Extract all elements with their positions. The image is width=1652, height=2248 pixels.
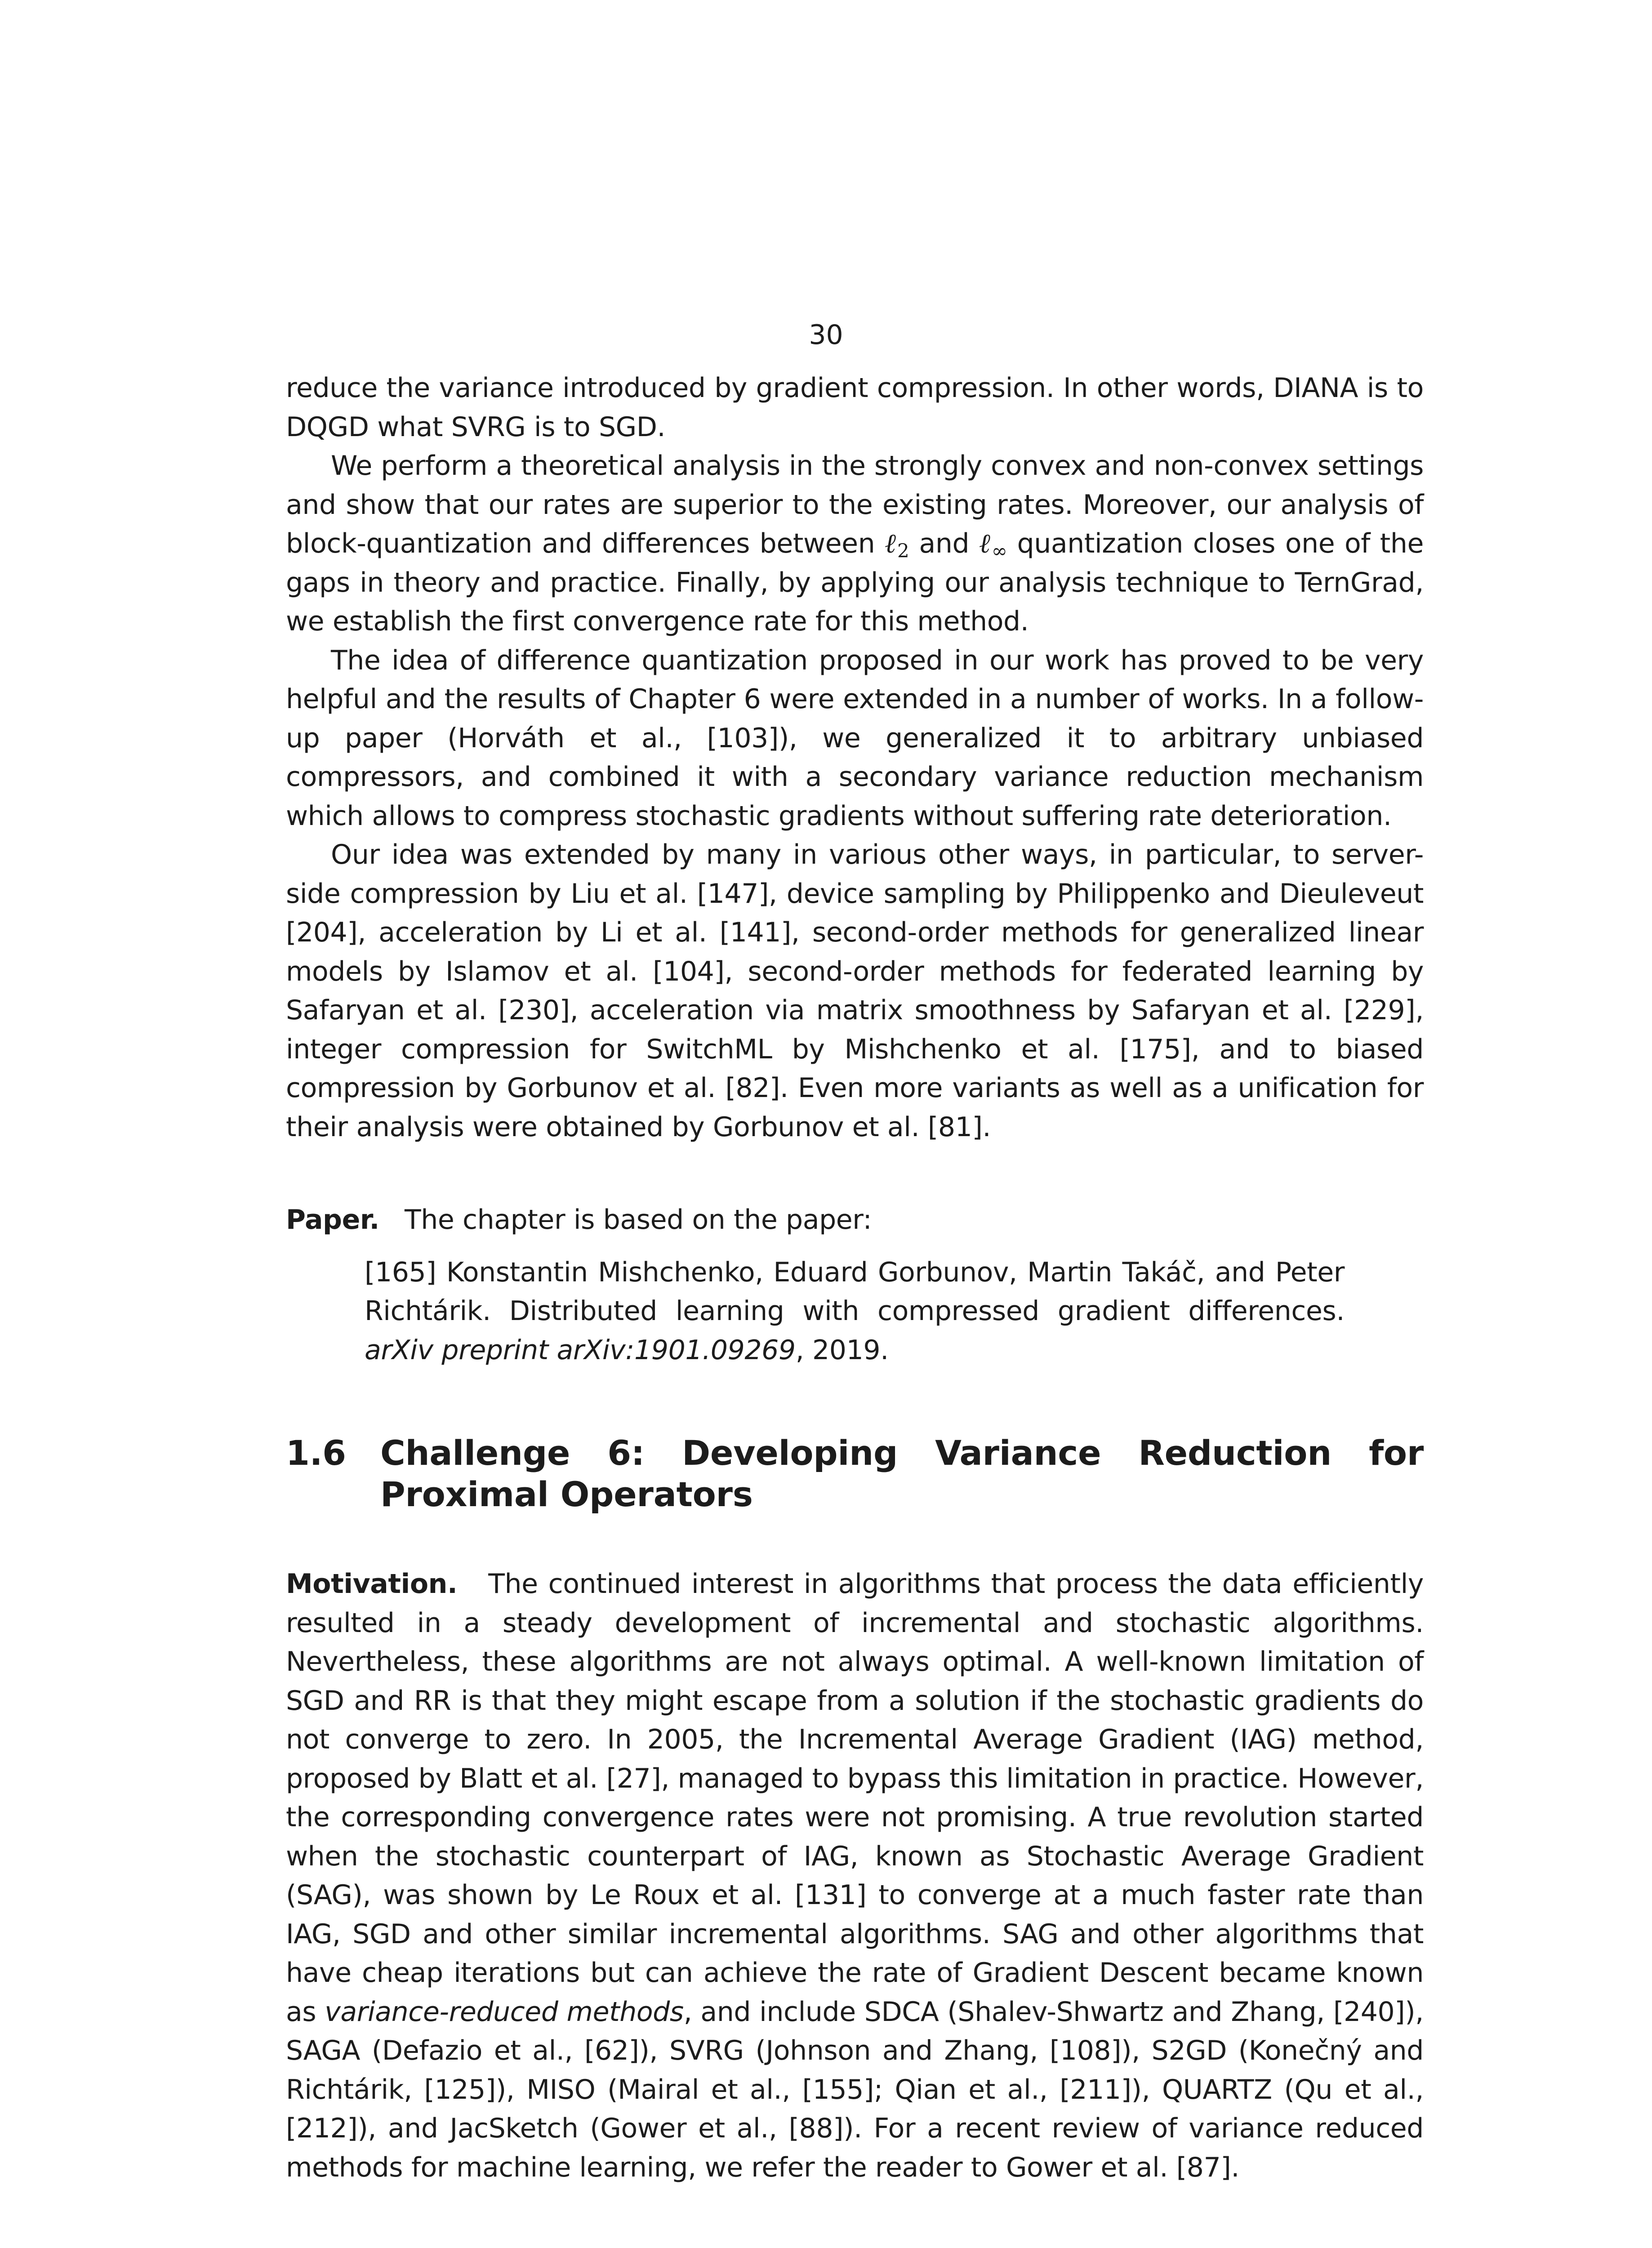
section-number: 1.6 — [286, 1433, 346, 1473]
page-number: 30 — [809, 319, 843, 351]
motivation-text: , and include SDCA (Shalev-Shwartz and Zhang, [240]), SAGA (Defazio et al., [62]), SVRG (Johnson and Zhang, [108]), S2GD (Konečný and Richtárik, [125]), MISO (Mairal et al., [155]; Qian et al., [211]), QUARTZ (Qu et al., [212]), and JacSketch (Gower et al., [88]). For a recent review of variance reduced methods for machine learning, we refer the reader to Gower et al. [87]. — [286, 1996, 1424, 2183]
ell-subscript: 2 — [897, 540, 909, 562]
paper-reference-block — [286, 1200, 1424, 1369]
paragraph-theoretical-analysis — [286, 446, 1424, 641]
paragraph-extensions: Our idea was extended by many in various other ways, in particular, to server-side compression by Liu et al. [147], device sampling by Philippenko and Dieuleveut [204], acceleration by Li et al. [141], second-order methods for generalized linear models by Islamov et al. [104], second-order methods for federated learning by Safaryan et al. [230], acceleration via matrix smoothness by Safaryan et al. [229], integer compression for SwitchML by Mishchenko et al. [175], and to biased compression by Gorbunov et al. [82]. Even more variants as well as a unification for their analysis were obtained by Gorbunov et al. [81]. — [286, 839, 1424, 1143]
ell-subscript: ∞ — [991, 540, 1007, 562]
paragraph-difference-quantization: The idea of difference quantization proposed in our work has proved to be very helpful and the results of Chapter 6 were extended in a number of works. In a follow-up paper (Horváth et al., [103]), we generalized it to arbitrary unbiased compressors, and combined it with a secondary variance reduction mechanism which allows to compress stochastic gradients without suffering rate deterioration. — [286, 644, 1424, 832]
section-heading — [286, 1432, 1424, 1515]
page-body — [286, 369, 1424, 2187]
ell-infinity-symbol — [979, 528, 1007, 562]
motivation-text: The continued interest in algorithms that process the data efficiently resulted in a steady development of incremental and stochastic algorithms. Nevertheless, these algorithms are not always optimal. A well-known limitation of SGD and RR is that they might escape from a solution if the stochastic gradients do not converge to zero. In 2005, the Incremental Average Gradient (IAG) method, proposed by Blatt et al. [27], managed to bypass this limitation in practice. However, the corresponding convergence rates were not promising. A true revolution started when the stochastic counterpart of IAG, known as Stochastic Average Gradient (SAG), was shown by Le Roux et al. [131] to converge at a much faster rate than IAG, SGD and other similar incremental algorithms. SAG and other algorithms that have cheap iterations but can achieve the rate of Gradient Descent became known as — [286, 1568, 1424, 2028]
reference-venue: arXiv preprint arXiv:1901.09269 — [365, 1334, 796, 1366]
motivation-emphasis: variance-reduced methods — [325, 1996, 684, 2028]
section-title: Challenge 6: Developing Variance Reduction for Proximal Operators — [380, 1433, 1424, 1514]
paragraph-motivation — [286, 1565, 1424, 2187]
paragraph-text: and — [909, 528, 979, 559]
reference-year: , 2019. — [795, 1334, 889, 1366]
paper-intro — [286, 1200, 1424, 1240]
ell-glyph: ℓ — [885, 528, 898, 559]
reference-entry — [365, 1253, 1345, 1370]
paragraph-diana-summary: reduce the variance introduced by gradient compression. In other words, DIANA is to DQGD what SVRG is to SGD. — [286, 372, 1424, 443]
paper-label: Paper. — [286, 1204, 379, 1236]
ell-2-symbol — [885, 528, 909, 562]
paragraph-text: We perform a theoretical analysis in the strongly convex and non-convex settings and show that our rates are superior to the existing rates. Moreover, our analysis of block-quantization and differences between — [286, 450, 1424, 559]
paper-intro-text: The chapter is based on the paper: — [404, 1204, 872, 1236]
reference-authors-title: [165] Konstantin Mishchenko, Eduard Gorbunov, Martin Takáč, and Peter Richtárik. Distributed learning with compressed gradient differences. — [365, 1256, 1345, 1327]
paragraph-text: quantization closes one of the gaps in theory and practice. Finally, by applying our analysis technique to TernGrad, we establish the first convergence rate for this method. — [286, 528, 1424, 637]
motivation-label: Motivation. — [286, 1568, 458, 1600]
ell-glyph: ℓ — [979, 528, 992, 559]
